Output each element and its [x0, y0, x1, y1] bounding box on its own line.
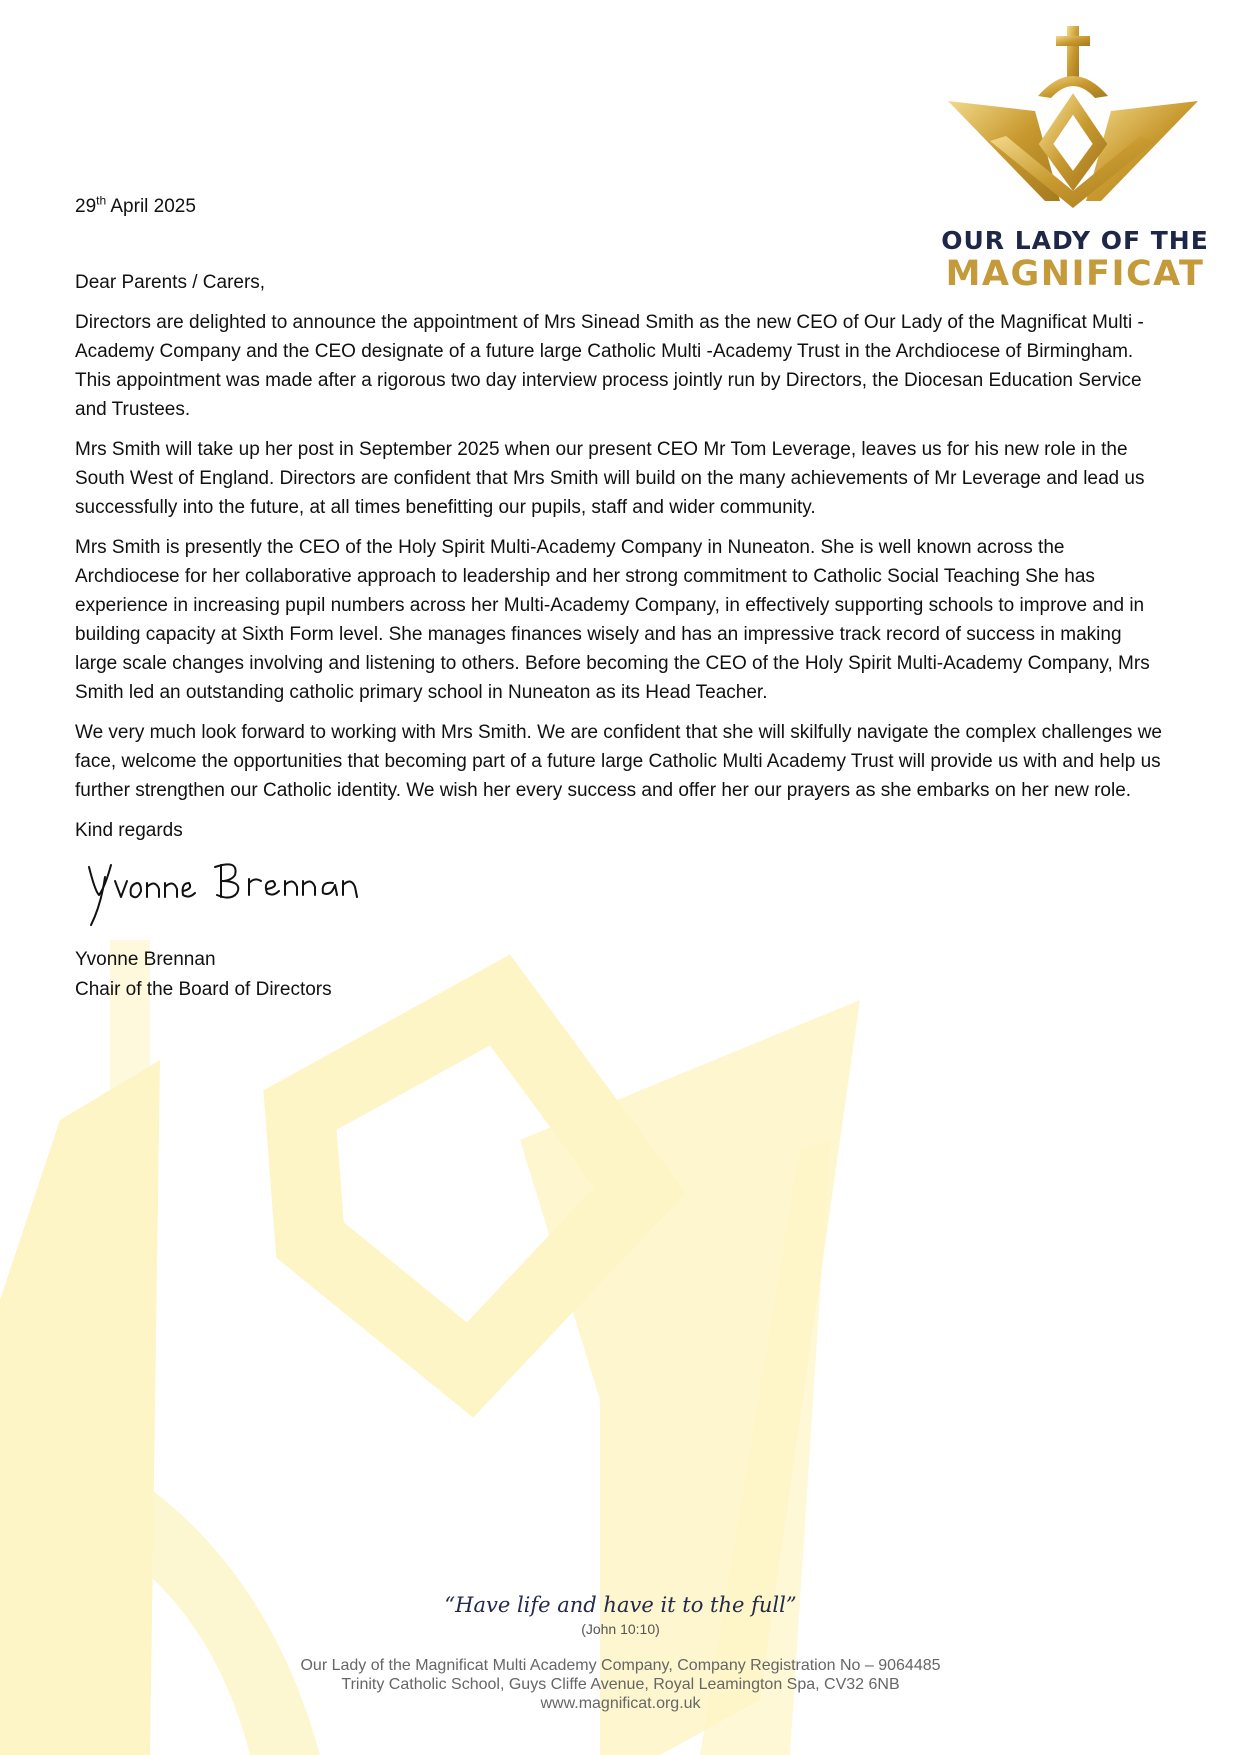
paragraph-closing-remarks: We very much look forward to working with Mrs Smith. We are confident that she will skilfully navigate the complex challenges we face, welcome the opportunities that becoming part of a future large Catholic Multi Academy Trust will provide us with and help us further strengthen our Catholic identity. We wish her every success and offer her our prayers as she embarks on her new role. [75, 722, 1162, 801]
salutation: Dear Parents / Carers, [75, 272, 266, 293]
paragraph-appointment: Directors are delighted to announce the appointment of Mrs Sinead Smith as the new CEO of Our Lady of the Magnificat Multi -Academy Company and the CEO designate of a future large Catholic Multi -Academy Trust in the Archdiocese of Birmingham. This appointment was made after a rigorous two day interview process jointly run by Directors, the Diocesan Education Service and Trustees. [75, 312, 1144, 420]
letter-body [75, 192, 1165, 1004]
logo-name-line1: OUR LADY OF THE [941, 226, 1209, 255]
footer-motto: “Have life and have it to the full” [444, 1593, 797, 1617]
letter-date [75, 192, 1165, 221]
signer-title: Chair of the Board of Directors [75, 979, 332, 1000]
footer-website-link[interactable]: www.magnificat.org.uk [540, 1695, 701, 1712]
footer-company-registration: Our Lady of the Magnificat Multi Academy Company, Company Registration No – 9064485 [300, 1657, 941, 1674]
date-suffix: th [96, 193, 107, 208]
letter-footer [0, 1592, 1241, 1713]
date-month-year: April 2025 [106, 196, 196, 217]
footer-verse-reference: (John 10:10) [581, 1621, 660, 1637]
signer-name: Yvonne Brennan [75, 949, 216, 970]
date-day: 29 [75, 196, 97, 217]
logo-name-line2: MAGNIFICAT [945, 254, 1205, 294]
handwritten-signature [75, 851, 395, 935]
footer-address: Trinity Catholic School, Guys Cliffe Avenue, Royal Leamington Spa, CV32 6NB [341, 1676, 900, 1693]
paragraph-background: Mrs Smith is presently the CEO of the Holy Spirit Multi-Academy Company in Nuneaton. She is well known across the Archdiocese for her collaborative approach to leadership and her strong commitment to Catholic Social Teaching She has experience in increasing pupil numbers across her Multi-Academy Company, in effectively supporting schools to improve and in building capacity at Sixth Form level. She manages finances wisely and has an impressive track record of success in making large scale changes involving and listening to others. Before becoming the CEO of the Holy Spirit Multi-Academy Company, Mrs Smith led an outstanding catholic primary school in Nuneaton as its Head Teacher. [75, 537, 1150, 703]
paragraph-start-date: Mrs Smith will take up her post in September 2025 when our present CEO Mr Tom Leverage, leaves us for his new role in the South West of England. Directors are confident that Mrs Smith will build on the many achievements of Mr Leverage and lead us successfully into the future, at all times benefitting our pupils, staff and wider community. [75, 439, 1145, 518]
closing-phrase: Kind regards [75, 820, 183, 841]
